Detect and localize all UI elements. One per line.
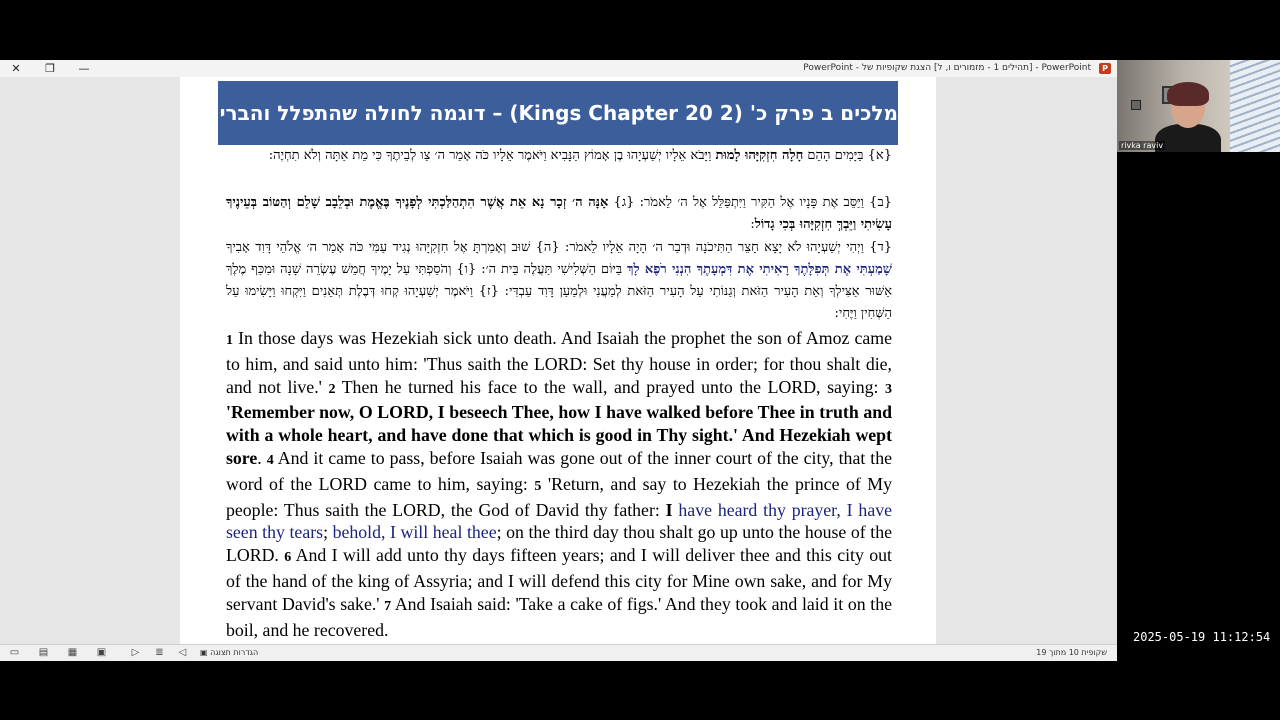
slide-sorter-icon[interactable]: ▦ xyxy=(67,647,78,658)
slide-stage xyxy=(0,77,1117,644)
verse-text: Then he turned his face to the wall, and prayed unto the LORD, saying: xyxy=(335,376,886,397)
recording-timestamp: 2025-05-19 11:12:54 xyxy=(1133,630,1271,644)
verse-number: 5 xyxy=(534,478,542,494)
slideshow-icon[interactable]: ▷ xyxy=(131,647,140,658)
hebrew-text: וַיָּבֹא אֵלָיו יְשַׁעְיָהוּ בֶן אָמוֹץ הַנָּבִיא וַיֹּאמֶר אֵלָיו כֹּה אָמַר ה׳ צַו לְבֵיתֶךָ כִּי מֵת אַתָּה וְלֹא תִחְיֶה: xyxy=(268,148,716,163)
status-bar xyxy=(0,644,1117,661)
hebrew-paragraph-1 xyxy=(226,145,892,167)
hebrew-text: {ד} וַיְהִי יְשַׁעְיָהוּ לֹא יָצָא חָצֵר הַתִּיכֹנָה וּדְבַר ה׳ הָיָה אֵלָיו לֵאמֹר: {ה} שׁוּב וְאָמַרְתָּ אֶל חִזְקִיָּהוּ נְגִיד עַמִּי כֹּה אָמַר ה׳ אֱלֹהֵי דָּוִד אָבִיךָ xyxy=(226,240,892,255)
verse-text: . xyxy=(257,447,267,468)
verse-text: And it came to pass, before Isaiah was gone out of the inner court of the city, that the word of the LORD came to him, saying: xyxy=(226,447,893,494)
participant-name: rivka raviv xyxy=(1121,141,1164,150)
verse-text: 'Return, and say to Hezekiah the prince of My people: Thus saith the LORD, the God of David thy father: xyxy=(226,473,892,520)
verse-text: And I will add unto thy days fifteen years; and I will deliver thee and this city out of the hand of the king of Assyria; and I will defend this city for Mine own sake, and for My servant David's sake.' xyxy=(226,545,892,614)
display-settings-label: הגדרות תצוגה xyxy=(210,648,259,657)
slide[interactable] xyxy=(180,77,936,644)
normal-view-icon[interactable]: ▣ xyxy=(96,647,107,658)
window-titlebar xyxy=(0,60,1117,78)
menu-icon[interactable]: ≣ xyxy=(155,647,164,658)
presenter-hair xyxy=(1167,82,1209,106)
webcam-video xyxy=(1117,60,1280,152)
verse-text: And Isaiah said: 'Take a cake of figs.' And they took and laid it on the boil, and he recovered. xyxy=(226,593,892,640)
hebrew-paragraph-2 xyxy=(226,192,892,236)
verse-blue-text: behold, I will heal thee xyxy=(332,522,497,543)
reading-view-icon[interactable]: ▤ xyxy=(38,647,49,658)
verse-text: ; xyxy=(323,522,333,543)
display-settings-button[interactable] xyxy=(200,645,258,661)
verse-text: ; on the third day thou shalt go up unto the house of the LORD. xyxy=(226,522,893,566)
wall-picture xyxy=(1131,100,1141,110)
hebrew-text: : xyxy=(750,217,755,232)
monitor-icon: ▣ xyxy=(200,648,208,657)
window-blinds xyxy=(1230,60,1280,152)
slide-title-banner: מלכים ב פרק כ' (2 Kings Chapter 20) – דוגמה לחולה שהתפלל והבריא xyxy=(218,81,898,145)
window-title: PowerPoint - [תהילים 1 - מזמורים ו, ל] הצגת שקופיות של - PowerPoint xyxy=(803,63,1091,73)
english-translation xyxy=(226,327,892,641)
verse-number: 1 xyxy=(226,333,233,348)
hebrew-text: {א} בַּיָּמִים הָהֵם xyxy=(803,148,892,163)
verse-bold-text: I xyxy=(665,499,673,520)
verse-number: 6 xyxy=(284,550,292,566)
previous-icon[interactable]: ◁ xyxy=(178,647,187,658)
hebrew-bold-text: חָלָה חִזְקִיָּהוּ לָמוּת xyxy=(715,148,804,163)
verse-blue-text: have heard thy prayer, I have seen thy tears xyxy=(226,499,892,543)
verse-bold-text: 'Remember now, O LORD, I beseech Thee, how I have walked before Thee in truth and with a whole heart, and have done that which is good in Thy sight.' And Hezekiah wept sore xyxy=(226,402,892,468)
hebrew-bold-text: אָנָּה ה׳ זְכָר נָא אֵת אֲשֶׁר הִתְהַלַּכְתִּי לְפָנֶיךָ בֶּאֱמֶת וּבְלֵבָב שָׁלֵם וְהַטּוֹב בְּעֵינֶיךָ עָשִׂיתִי וַיֵּבְךְּ חִזְקִיָּהוּ בְּכִי גָדוֹל xyxy=(226,195,892,232)
close-icon[interactable]: ✕ xyxy=(11,62,21,75)
notes-view-icon[interactable]: ▭ xyxy=(9,647,20,658)
hebrew-text: בַּיּוֹם הַשְּׁלִישִׁי תַּעֲלֶה בֵּית ה׳: {ו} וְהֹסַפְתִּי עַל יָמֶיךָ חֲמֵשׁ עֶשְׂרֵה שָׁנָה וּמִכַּף מֶלֶךְ אַשּׁוּר אַצִּילְךָ וְאֵת הָעִיר הַזֹּאת וְגַנּוֹתִי עַל הָעִיר הַזֹּאת לְמַעֲנִי וּלְמַעַן דָּוִד עַבְדִּי: {ז} וַיֹּאמֶר יְשַׁעְיָהוּ קְחוּ דְּבֶלֶת תְּאֵנִים וַיִּקְחוּ וַיָּשִׂימוּ עַל הַשְּׁחִין וַיֶּחִי: xyxy=(226,262,892,321)
verse-number: 4 xyxy=(266,452,274,468)
restore-icon[interactable]: ❐ xyxy=(45,62,55,75)
verse-text: In those days was Hezekiah sick unto death. And Isaiah the prophet the son of Amoz came to him, and said unto him: 'Thus saith the LORD: Set thy house in order; for thou shalt die, and not live.' xyxy=(226,328,892,397)
verse-number: 2 xyxy=(328,381,336,397)
slide-counter: שקופית 10 מתוך 19 xyxy=(1036,648,1107,657)
hebrew-blue-text: שָׁמַעְתִּי אֶת תְּפִלָּתֶךָ רָאִיתִי אֶת דִּמְעָתֶךָ הִנְנִי רֹפֶא לָךְ xyxy=(627,262,892,277)
verse-number: 7 xyxy=(384,598,392,614)
minimize-icon[interactable]: — xyxy=(78,62,90,75)
verse-number: 3 xyxy=(885,381,893,397)
powerpoint-logo-icon: P xyxy=(1099,63,1111,74)
hebrew-paragraph-3 xyxy=(226,237,892,325)
hebrew-text: {ב} וַיַּסֵּב אֶת פָּנָיו אֶל הַקִּיר וַיִּתְפַּלֵּל אֶל ה׳ לֵאמֹר: {ג} xyxy=(608,195,892,210)
